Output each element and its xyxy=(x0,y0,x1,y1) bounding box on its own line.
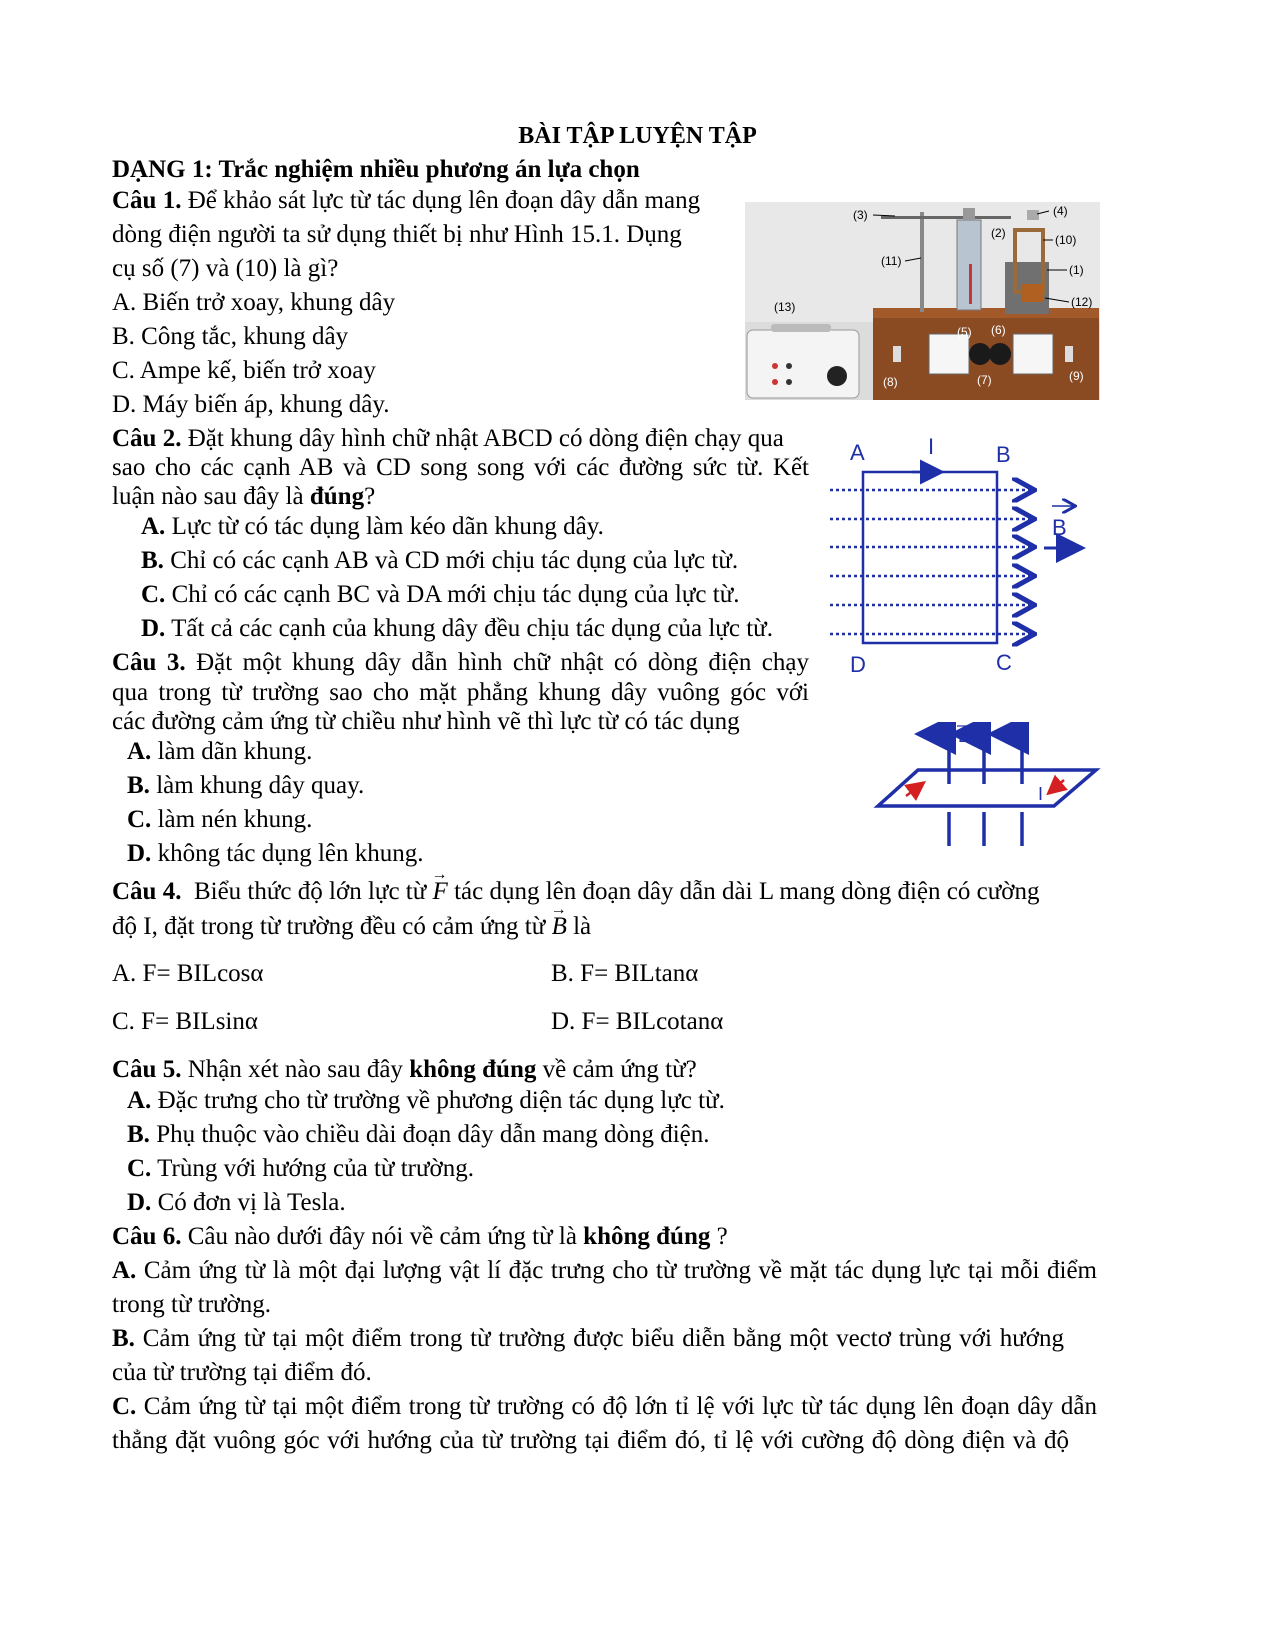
label-6: (6) xyxy=(991,323,1006,337)
q2-b-text: Chỉ có các cạnh AB và CD mới chịu tác dụng của lực từ. xyxy=(163,547,739,574)
q1-option-c: C. Ampe kế, biến trở xoay xyxy=(112,357,376,384)
q4-text-1: Biểu thức độ lớn lực từ xyxy=(193,878,433,905)
label-10: (10) xyxy=(1055,233,1077,247)
q2-option-c xyxy=(141,580,740,610)
q6-b-key: B. xyxy=(112,1325,135,1352)
vertex-a-label: A xyxy=(850,440,865,465)
field-b-label: B xyxy=(958,726,971,746)
label-13: (13) xyxy=(774,300,796,314)
q4-text-2-end: là xyxy=(566,913,592,940)
q4-line-1 xyxy=(112,877,1039,907)
vertex-b-label: B xyxy=(996,442,1011,467)
q3-label: Câu 3. xyxy=(112,649,186,676)
q2-d-key: D. xyxy=(141,615,166,642)
q3-a-key: A. xyxy=(127,738,152,765)
q2-a-key: A. xyxy=(141,513,166,540)
q6-a-text-1: Cảm ứng từ là một đại lượng vật lí đặc trưng cho từ trường về mặt tác dụng lực tại mỗi điểm xyxy=(136,1257,1097,1284)
label-12: (12) xyxy=(1071,295,1093,309)
q5-text-end: về cảm ứng từ? xyxy=(536,1056,697,1083)
field-vector-b: → B xyxy=(552,912,567,942)
q5-c-text: Trùng với hướng của từ trường. xyxy=(151,1155,474,1182)
q5-d-text: Có đơn vị là Tesla. xyxy=(151,1189,346,1216)
q3-line-2: qua trong từ trường sao cho mặt phẳng khung dây vuông góc với xyxy=(112,679,809,706)
vertex-c-label: C xyxy=(996,650,1012,675)
current-i-label: I xyxy=(1038,784,1044,804)
q6-b-text-1: Cảm ứng từ tại một điểm trong từ trường được biểu diễn bằng một vectơ trùng với hướng xyxy=(134,1325,1064,1352)
q2-label: Câu 2. xyxy=(112,425,182,452)
q6-option-c xyxy=(112,1392,1097,1422)
q6-text-bold: không đúng xyxy=(583,1223,711,1250)
label-1: (1) xyxy=(1069,263,1084,277)
q2-d-text: Tất cả các cạnh của khung dây đều chịu tác dụng của lực từ. xyxy=(165,615,773,642)
q6-option-b xyxy=(112,1324,1064,1354)
q6-c-text-1: Cảm ứng từ tại một điểm trong từ trường có độ lớn tỉ lệ với lực từ tác dụng lên đoạn dây dẫn xyxy=(136,1393,1097,1420)
q5-line-1 xyxy=(112,1055,697,1085)
q2-option-a xyxy=(141,512,604,542)
q6-option-a-cont: trong từ trường. xyxy=(112,1291,272,1318)
q5-c-key: C. xyxy=(127,1155,152,1182)
q3-d-text: không tác dụng lên khung. xyxy=(151,840,424,867)
q6-c-key: C. xyxy=(112,1393,137,1420)
q2-option-d xyxy=(141,614,773,644)
q2-line-1 xyxy=(112,424,784,454)
current-i-label: I xyxy=(928,434,935,459)
q3-line-3: các đường cảm ứng từ chiều như hình vẽ thì lực từ có tác dụng xyxy=(112,708,740,735)
q4-option-b: B. F= BILtanα xyxy=(551,960,699,987)
q2-c-key: C. xyxy=(141,581,166,608)
q5-a-text: Đặc trưng cho từ trường về phương diện tác dụng lực từ. xyxy=(151,1087,725,1114)
q3-c-text: làm nén khung. xyxy=(151,806,313,833)
q6-a-key: A. xyxy=(112,1257,137,1284)
q4-option-c: C. F= BILsinα xyxy=(112,1008,258,1035)
q4-option-a: A. F= BILcosα xyxy=(112,960,264,987)
q2-text-3: luận nào sau đây là xyxy=(112,483,310,510)
q3-b-text: làm khung dây quay. xyxy=(149,772,365,799)
q1-text-1: Để khảo sát lực từ tác dụng lên đoạn dây dẫn mang xyxy=(187,187,701,214)
q2-text-3-bold: đúng xyxy=(309,483,365,510)
q4-text-1-end: tác dụng lên đoạn dây dẫn dài L mang dòng điện có cường xyxy=(447,878,1040,905)
q5-option-c xyxy=(127,1154,474,1184)
coil-in-field-diagram xyxy=(872,722,1102,848)
q4-option-d: D. F= BILcotanα xyxy=(551,1008,724,1035)
q5-text: Nhận xét nào sau đây xyxy=(181,1056,410,1083)
label-11: (11) xyxy=(881,254,902,268)
q5-option-a xyxy=(127,1086,725,1116)
q5-option-b xyxy=(127,1120,710,1150)
q4-line-2 xyxy=(112,912,591,942)
q1-option-a: A. Biến trở xoay, khung dây xyxy=(112,289,396,316)
force-vector-f: → F xyxy=(433,877,448,907)
q4-label: Câu 4. xyxy=(112,878,182,905)
q5-b-text: Phụ thuộc vào chiều dài đoạn dây dẫn mang dòng điện. xyxy=(149,1121,710,1148)
q6-line-1 xyxy=(112,1222,728,1252)
q6-label: Câu 6. xyxy=(112,1223,182,1250)
q2-text-1: Đặt khung dây hình chữ nhật ABCD có dòng điện chạy qua xyxy=(187,425,784,452)
q3-b-key: B. xyxy=(127,772,150,799)
q3-line-1 xyxy=(112,648,809,678)
label-4: (4) xyxy=(1053,204,1068,218)
page-title: BÀI TẬP LUYỆN TẬP xyxy=(518,123,757,149)
q6-option-b-cont: của từ trường tại điểm đó. xyxy=(112,1359,372,1386)
q2-line-3 xyxy=(112,482,375,512)
rectangular-coil-diagram xyxy=(822,430,1092,680)
q3-d-key: D. xyxy=(127,840,152,867)
q1-label: Câu 1. xyxy=(112,187,182,214)
q1-line-2: dòng điện người ta sử dụng thiết bị như Hình 15.1. Dụng xyxy=(112,221,682,248)
label-8: (8) xyxy=(883,375,898,389)
q3-option-d xyxy=(127,839,424,869)
label-7: (7) xyxy=(977,373,992,387)
q3-option-a xyxy=(127,737,312,767)
label-9: (9) xyxy=(1069,369,1084,383)
q3-a-text: làm dãn khung. xyxy=(151,738,313,765)
q2-line-2: sao cho các cạnh AB và CD song song với các đường sức từ. Kết xyxy=(112,454,809,481)
section-heading: DẠNG 1: Trắc nghiệm nhiều phương án lựa chọn xyxy=(112,156,640,183)
q2-c-text: Chỉ có các cạnh BC và DA mới chịu tác dụng của lực từ. xyxy=(165,581,740,608)
q5-label: Câu 5. xyxy=(112,1056,182,1083)
q2-text-3-end: ? xyxy=(364,483,376,510)
label-3: (3) xyxy=(853,208,868,222)
q3-option-c xyxy=(127,805,312,835)
q5-a-key: A. xyxy=(127,1087,152,1114)
q1-option-d: D. Máy biến áp, khung dây. xyxy=(112,391,390,418)
label-5: (5) xyxy=(957,325,972,339)
q6-option-c-cont: thẳng đặt vuông góc với hướng của từ trường tại điểm đó, tỉ lệ với cường độ dòng điện và độ xyxy=(112,1427,1069,1454)
q1-line-1 xyxy=(112,186,700,216)
q4-text-2: độ I, đặt trong từ trường đều có cảm ứng từ xyxy=(112,913,552,940)
lab-apparatus-photo xyxy=(745,202,1100,400)
q6-text: Câu nào dưới đây nói về cảm ứng từ là xyxy=(181,1223,584,1250)
q5-text-bold: không đúng xyxy=(409,1056,537,1083)
q3-option-b xyxy=(127,771,364,801)
q5-option-d xyxy=(127,1188,346,1218)
q1-option-b: B. Công tắc, khung dây xyxy=(112,323,349,350)
q2-option-b xyxy=(141,546,738,576)
q5-d-key: D. xyxy=(127,1189,152,1216)
q1-line-3: cụ số (7) và (10) là gì? xyxy=(112,255,339,282)
q6-option-a xyxy=(112,1256,1097,1286)
q3-c-key: C. xyxy=(127,806,152,833)
vertex-d-label: D xyxy=(850,652,866,677)
q6-text-end: ? xyxy=(710,1223,728,1250)
label-2: (2) xyxy=(991,226,1006,240)
q5-b-key: B. xyxy=(127,1121,150,1148)
field-b-label: B xyxy=(1052,515,1067,540)
q2-a-text: Lực từ có tác dụng làm kéo dãn khung dây. xyxy=(165,513,604,540)
q2-b-key: B. xyxy=(141,547,164,574)
q3-text-1: Đặt một khung dây dẫn hình chữ nhật có dòng điện chạy xyxy=(196,649,809,676)
